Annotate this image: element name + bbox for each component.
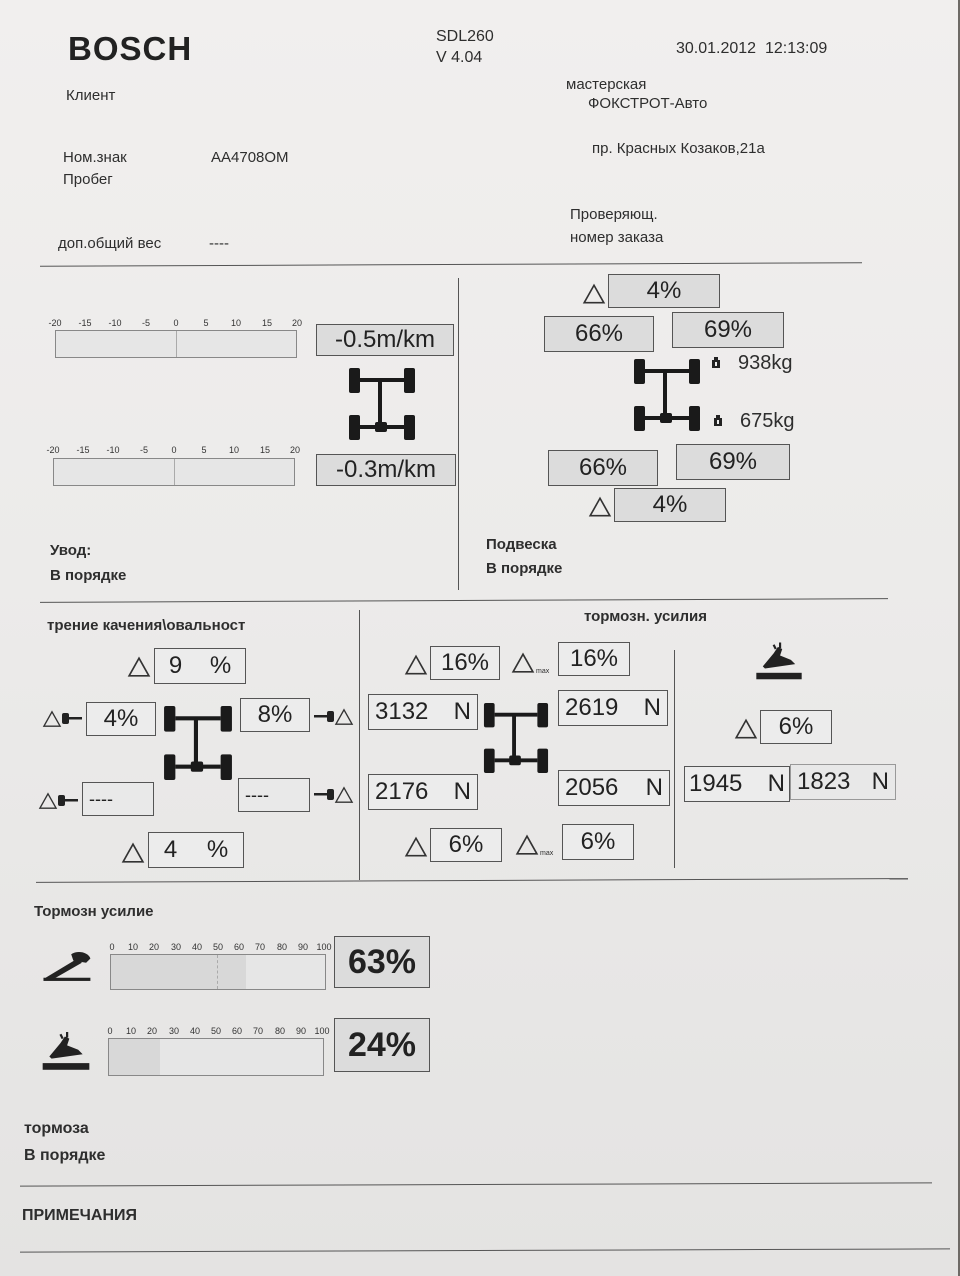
parking-brake-fill — [109, 1039, 160, 1075]
rolling-rear-left: ---- — [82, 782, 154, 816]
column-divider — [674, 650, 675, 868]
scale-tick: -15 — [78, 318, 92, 328]
rolling-rear-right: ---- — [238, 778, 310, 812]
section-divider — [36, 878, 908, 883]
rear-scale-ticks — [46, 445, 301, 457]
wheel-sensor-icon — [312, 708, 336, 724]
wheel-sensor-icon — [312, 786, 336, 802]
total-weight-label: доп.общий вес — [58, 235, 162, 252]
scale-tick: 20 — [146, 1026, 158, 1036]
scale-tick: -10 — [108, 318, 122, 328]
triangle-delta-icon — [126, 656, 152, 678]
parking-right — [790, 764, 896, 800]
rolling-front-right: 8% — [240, 698, 310, 732]
rolling-front-delta-number: 9 — [168, 652, 183, 679]
parking-scale-ticks — [107, 1026, 330, 1038]
rolling-rear-delta — [148, 832, 244, 868]
service-brake-value: 63% — [334, 936, 430, 988]
foot-pedal-icon — [40, 950, 96, 982]
workshop-label: мастерская — [566, 76, 647, 93]
front-scale-ticks — [48, 318, 303, 330]
scale-tick: 50 — [210, 1026, 222, 1036]
software-version: V 4.04 — [436, 49, 483, 66]
triangle-delta-icon — [582, 283, 606, 305]
section-divider — [40, 598, 888, 603]
scale-tick: -10 — [106, 445, 120, 455]
scale-tick: 5 — [203, 318, 209, 328]
scale-weight-icon — [710, 357, 722, 369]
front-right-suspension: 69% — [672, 312, 784, 348]
section-divider — [20, 1182, 932, 1186]
order-number-label: номер заказа — [570, 229, 664, 246]
triangle-delta-icon — [404, 654, 428, 676]
rear-right-suspension: 69% — [676, 444, 790, 480]
scale-tick: 60 — [233, 942, 245, 952]
brake-rear-left — [368, 774, 478, 810]
brand-logo: BOSCH — [68, 30, 193, 67]
scale-tick: 0 — [109, 942, 115, 952]
triangle-delta-icon — [734, 718, 758, 740]
section-divider — [20, 1248, 950, 1252]
brake-front-left-unit: N — [453, 698, 471, 725]
suspension-status: В порядке — [486, 560, 563, 577]
axle-diagram-icon — [347, 364, 417, 444]
brake-rear-right — [558, 770, 670, 806]
rolling-front-delta-unit: % — [209, 652, 232, 679]
scale-tick: 20 — [289, 445, 301, 455]
brakes-title: тормоза — [24, 1120, 89, 1137]
scale-tick: 15 — [261, 318, 273, 328]
wheel-sensor-icon — [56, 792, 80, 808]
column-divider — [458, 278, 459, 590]
parking-right-number: 1823 — [797, 768, 851, 795]
scale-tick: 20 — [148, 942, 160, 952]
brake-rear-right-number: 2056 — [565, 774, 619, 801]
front-alignment-scale — [55, 330, 297, 358]
triangle-delta-icon — [404, 836, 428, 858]
brake-rear-delta-max: 6% — [562, 824, 634, 860]
scale-tick: 0 — [173, 318, 179, 328]
rear-alignment-value: -0.3m/km — [316, 454, 456, 486]
scale-tick: 10 — [228, 445, 240, 455]
rolling-rear-delta-number: 4 — [163, 836, 178, 863]
brake-front-delta: 16% — [430, 646, 500, 680]
brake-rear-left-unit: N — [453, 778, 471, 805]
scale-tick: -20 — [48, 318, 62, 328]
rolling-front-delta — [154, 648, 246, 684]
workshop-address: пр. Красных Козаков,21а — [592, 140, 765, 157]
notes-title: ПРИМЕЧАНИЯ — [22, 1207, 138, 1224]
suspension-title: Подвеска — [486, 536, 557, 553]
triangle-delta-icon — [38, 792, 58, 810]
scale-tick: 100 — [314, 1026, 330, 1036]
alignment-status: В порядке — [50, 567, 127, 584]
scale-tick: 90 — [295, 1026, 307, 1036]
scale-tick: 5 — [201, 445, 207, 455]
scale-tick: -15 — [76, 445, 90, 455]
front-alignment-value: -0.5m/km — [316, 324, 454, 356]
section-divider — [40, 262, 862, 267]
front-left-suspension: 66% — [544, 316, 654, 352]
rear-alignment-scale — [53, 458, 295, 486]
device-model: SDL260 — [436, 28, 494, 45]
triangle-delta-icon — [42, 710, 62, 728]
scale-tick: 80 — [274, 1026, 286, 1036]
triangle-delta-icon — [120, 842, 146, 864]
wheel-sensor-icon — [60, 710, 84, 726]
axle-diagram-icon — [162, 700, 234, 786]
scale-tick: 40 — [191, 942, 203, 952]
service-brake-fill — [111, 955, 246, 989]
triangle-delta-icon — [334, 786, 354, 804]
total-weight-value: ---- — [209, 235, 229, 252]
scale-tick: 10 — [125, 1026, 137, 1036]
axle-diagram-icon — [632, 354, 702, 436]
rolling-rear-delta-unit: % — [206, 836, 229, 863]
scale-tick: 60 — [231, 1026, 243, 1036]
scale-tick: 90 — [297, 942, 309, 952]
triangle-delta-icon — [334, 708, 354, 726]
service-scale-ticks — [109, 942, 332, 954]
parking-left-unit: N — [767, 770, 785, 797]
scale-tick: -5 — [139, 445, 149, 455]
workshop-name: ФОКСТРОТ-Авто — [588, 95, 708, 112]
scale-tick: 30 — [170, 942, 182, 952]
rolling-title: трение качения\овальност — [47, 617, 246, 634]
rear-axle-weight: 675kg — [740, 410, 795, 432]
brake-front-right-unit: N — [643, 694, 661, 721]
max-subscript: max — [540, 850, 554, 857]
brake-rear-right-unit: N — [645, 774, 663, 801]
scale-tick: 40 — [189, 1026, 201, 1036]
parking-right-unit: N — [871, 768, 889, 795]
scale-tick: -5 — [141, 318, 151, 328]
brake-front-right — [558, 690, 668, 726]
parking-left-number: 1945 — [689, 770, 743, 797]
rolling-front-left: 4% — [86, 702, 156, 736]
brakes-status: В порядке — [24, 1147, 106, 1164]
inspector-label: Проверяющ. — [570, 206, 658, 223]
brake-front-delta-max: 16% — [558, 642, 630, 676]
triangle-delta-icon — [510, 652, 536, 674]
scale-tick: 15 — [259, 445, 271, 455]
rear-suspension-delta: 4% — [614, 488, 726, 522]
scale-tick: 20 — [291, 318, 303, 328]
scale-tick: 80 — [276, 942, 288, 952]
scale-tick: 10 — [127, 942, 139, 952]
triangle-delta-icon — [514, 834, 540, 856]
scale-tick: 0 — [171, 445, 177, 455]
rear-left-suspension: 66% — [548, 450, 658, 486]
parking-brake-bar — [108, 1038, 324, 1076]
scale-tick: 30 — [168, 1026, 180, 1036]
scale-tick: 10 — [230, 318, 242, 328]
brake-front-left — [368, 694, 478, 730]
hand-brake-icon — [38, 1032, 94, 1072]
front-suspension-delta: 4% — [608, 274, 720, 308]
report-datetime: 30.01.2012 12:13:09 — [676, 40, 828, 57]
brake-front-right-number: 2619 — [565, 694, 619, 721]
mileage-label: Пробег — [63, 171, 113, 188]
service-brake-bar — [110, 954, 326, 990]
hand-brake-icon — [752, 642, 806, 682]
column-divider — [359, 610, 360, 880]
brake-front-left-number: 3132 — [375, 698, 429, 725]
plate-label: Ном.знак — [63, 149, 127, 166]
front-axle-weight: 938kg — [738, 352, 793, 374]
scale-weight-icon — [712, 415, 724, 427]
efficiency-title: Тормозн усилие — [34, 903, 154, 920]
scale-tick: 70 — [254, 942, 266, 952]
axle-diagram-icon — [482, 696, 550, 780]
parking-delta: 6% — [760, 710, 832, 744]
alignment-title: Увод: — [50, 542, 92, 559]
max-subscript: max — [536, 668, 550, 675]
scale-tick: 100 — [316, 942, 332, 952]
brake-rear-delta: 6% — [430, 828, 502, 862]
scale-tick: 50 — [212, 942, 224, 952]
plate-value: AA4708OM — [211, 149, 289, 166]
scale-tick: -20 — [46, 445, 60, 455]
parking-left — [684, 766, 790, 802]
scale-tick: 70 — [252, 1026, 264, 1036]
parking-brake-value: 24% — [334, 1018, 430, 1072]
scale-tick: 0 — [107, 1026, 113, 1036]
brake-force-title: тормозн. усилия — [584, 608, 708, 625]
brake-rear-left-number: 2176 — [375, 778, 429, 805]
client-label: Клиент — [66, 87, 116, 104]
triangle-delta-icon — [588, 496, 612, 518]
